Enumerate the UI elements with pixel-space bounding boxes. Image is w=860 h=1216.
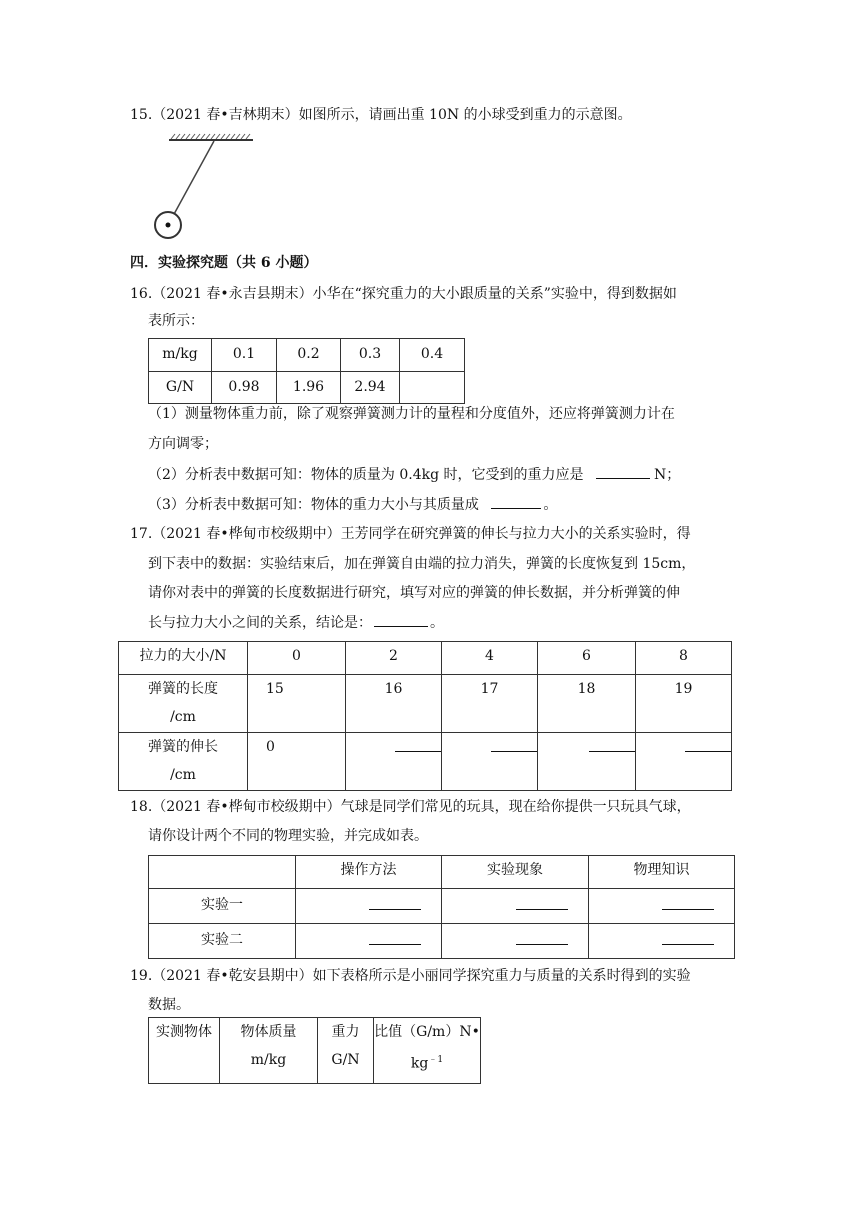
- table-row-label: [119, 733, 248, 791]
- table-row-label: 实验二: [149, 924, 296, 959]
- answer-cell[interactable]: [538, 733, 636, 791]
- answer-blank[interactable]: [369, 895, 421, 910]
- header-line: [374, 1050, 480, 1074]
- q18-line1: 18.（2021 春•桦甸市校级期中）气球是同学们常见的玩具，现在给你提供一只玩具气球，: [130, 799, 691, 815]
- q17-line4-text: 长与拉力大小之间的关系，结论是：: [148, 615, 372, 631]
- answer-cell[interactable]: [442, 924, 589, 959]
- unit-exponent: ﹣1: [428, 1055, 444, 1065]
- table-cell: 2: [346, 642, 442, 675]
- label-line: /cm: [170, 767, 196, 783]
- table-cell: 16: [346, 675, 442, 733]
- label-line: 弹簧的伸长: [148, 739, 218, 755]
- section-title: 四．实验探究题（共 6 小题）: [130, 255, 318, 271]
- q16-sub2-text: （2）分析表中数据可知：物体的质量为 0.4kg 时，它受到的重力应是: [148, 467, 584, 483]
- q16-sub2: [148, 464, 680, 485]
- q16-line2: 表所示：: [148, 313, 204, 329]
- answer-blank[interactable]: [395, 737, 441, 752]
- label-line: /cm: [170, 709, 196, 725]
- q16-table: [148, 338, 465, 404]
- q19-line2: 数据。: [148, 997, 190, 1013]
- q17-line4: [148, 612, 444, 633]
- q17-line4-end: 。: [430, 615, 444, 631]
- header-line: m/kg: [250, 1052, 287, 1068]
- table-cell: 物理知识: [589, 856, 735, 889]
- q18-line2: 请你设计两个不同的物理实验，并完成如表。: [148, 828, 428, 844]
- q16-sub3-text: （3）分析表中数据可知：物体的重力大小与其质量成: [148, 497, 479, 513]
- answer-blank[interactable]: [662, 895, 714, 910]
- table-cell: 0.2: [277, 339, 341, 372]
- q16-line1: 16.（2021 春•永吉县期末）小华在“探究重力的大小跟质量的关系”实验中，得到数据如: [130, 286, 677, 302]
- table-cell: 实测物体: [149, 1018, 220, 1084]
- header-line: 物体质量: [240, 1024, 297, 1040]
- pendulum-figure: [145, 132, 265, 242]
- q19-line1: 19.（2021 春•乾安县期中）如下表格所示是小丽同学探究重力与质量的关系时得到的实验: [130, 968, 691, 984]
- table-cell: G/N: [149, 372, 212, 404]
- table-cell: 操作方法: [296, 856, 442, 889]
- header-line: 比值（G/m）N•: [374, 1024, 480, 1040]
- table-cell: 0.98: [212, 372, 277, 404]
- table-cell: 2.94: [341, 372, 400, 404]
- answer-blank[interactable]: [596, 464, 650, 479]
- answer-blank[interactable]: [491, 737, 537, 752]
- q18-table: [148, 855, 735, 959]
- table-cell: 实验现象: [442, 856, 589, 889]
- table-cell: 8: [636, 642, 732, 675]
- table-cell: 6: [538, 642, 636, 675]
- pendulum-string: [173, 141, 214, 216]
- answer-cell[interactable]: [589, 924, 735, 959]
- answer-blank[interactable]: [491, 494, 541, 509]
- answer-cell[interactable]: [296, 889, 442, 924]
- q19-table: [148, 1017, 481, 1084]
- unit-text: kg: [410, 1055, 429, 1072]
- table-cell: [374, 1018, 481, 1084]
- q16-sub2-unit: N；: [653, 467, 681, 483]
- q16-sub1-line2: 方向调零；: [148, 436, 218, 452]
- answer-cell[interactable]: [589, 889, 735, 924]
- table-cell: 15: [248, 675, 346, 733]
- table-row-label: [119, 675, 248, 733]
- q15-text: 15.（2021 春•吉林期末）如图所示，请画出重 10N 的小球受到重力的示意图。: [130, 107, 632, 123]
- table-cell: 拉力的大小/N: [119, 642, 248, 675]
- header-line: G/N: [331, 1052, 360, 1068]
- table-cell: [149, 856, 296, 889]
- table-cell: 0: [248, 733, 346, 791]
- label-line: 弹簧的长度: [148, 681, 218, 697]
- q16-sub3-end: 。: [543, 497, 558, 513]
- table-cell: [400, 372, 465, 404]
- table-cell: 19: [636, 675, 732, 733]
- answer-blank[interactable]: [369, 930, 421, 945]
- answer-cell[interactable]: [636, 733, 732, 791]
- table-cell: 0.1: [212, 339, 277, 372]
- q16-sub3: [148, 494, 557, 515]
- table-cell: 18: [538, 675, 636, 733]
- answer-cell[interactable]: [442, 889, 589, 924]
- answer-blank[interactable]: [685, 737, 731, 752]
- answer-cell[interactable]: [442, 733, 538, 791]
- q17-table: [118, 641, 732, 791]
- q16-sub1-line1: （1）测量物体重力前，除了观察弹簧测力计的量程和分度值外，还应将弹簧测力计在: [148, 406, 675, 422]
- table-cell: m/kg: [149, 339, 212, 372]
- answer-blank[interactable]: [516, 895, 568, 910]
- table-row-label: 实验一: [149, 889, 296, 924]
- table-cell: [220, 1018, 318, 1084]
- answer-blank[interactable]: [516, 930, 568, 945]
- q17-line1: 17.（2021 春•桦甸市校级期中）王芳同学在研究弹簧的伸长与拉力大小的关系实验时，得: [130, 526, 691, 542]
- table-cell: 0: [248, 642, 346, 675]
- table-cell: 17: [442, 675, 538, 733]
- answer-blank[interactable]: [662, 930, 714, 945]
- ceiling-hatching: [171, 134, 250, 139]
- answer-blank[interactable]: [374, 612, 428, 627]
- answer-blank[interactable]: [589, 737, 635, 752]
- header-line: 重力: [331, 1024, 360, 1040]
- answer-cell[interactable]: [296, 924, 442, 959]
- table-cell: 1.96: [277, 372, 341, 404]
- table-cell: 0.3: [341, 339, 400, 372]
- table-cell: 0.4: [400, 339, 465, 372]
- q17-line3: 请你对表中的弹簧的长度数据进行研究，填写对应的弹簧的伸长数据，并分析弹簧的伸: [148, 585, 680, 601]
- answer-cell[interactable]: [346, 733, 442, 791]
- ball-center-dot: [166, 223, 171, 228]
- table-cell: [318, 1018, 374, 1084]
- q17-line2: 到下表中的数据：实验结束后，加在弹簧自由端的拉力消失，弹簧的长度恢复到 15cm，: [148, 556, 696, 572]
- table-cell: 4: [442, 642, 538, 675]
